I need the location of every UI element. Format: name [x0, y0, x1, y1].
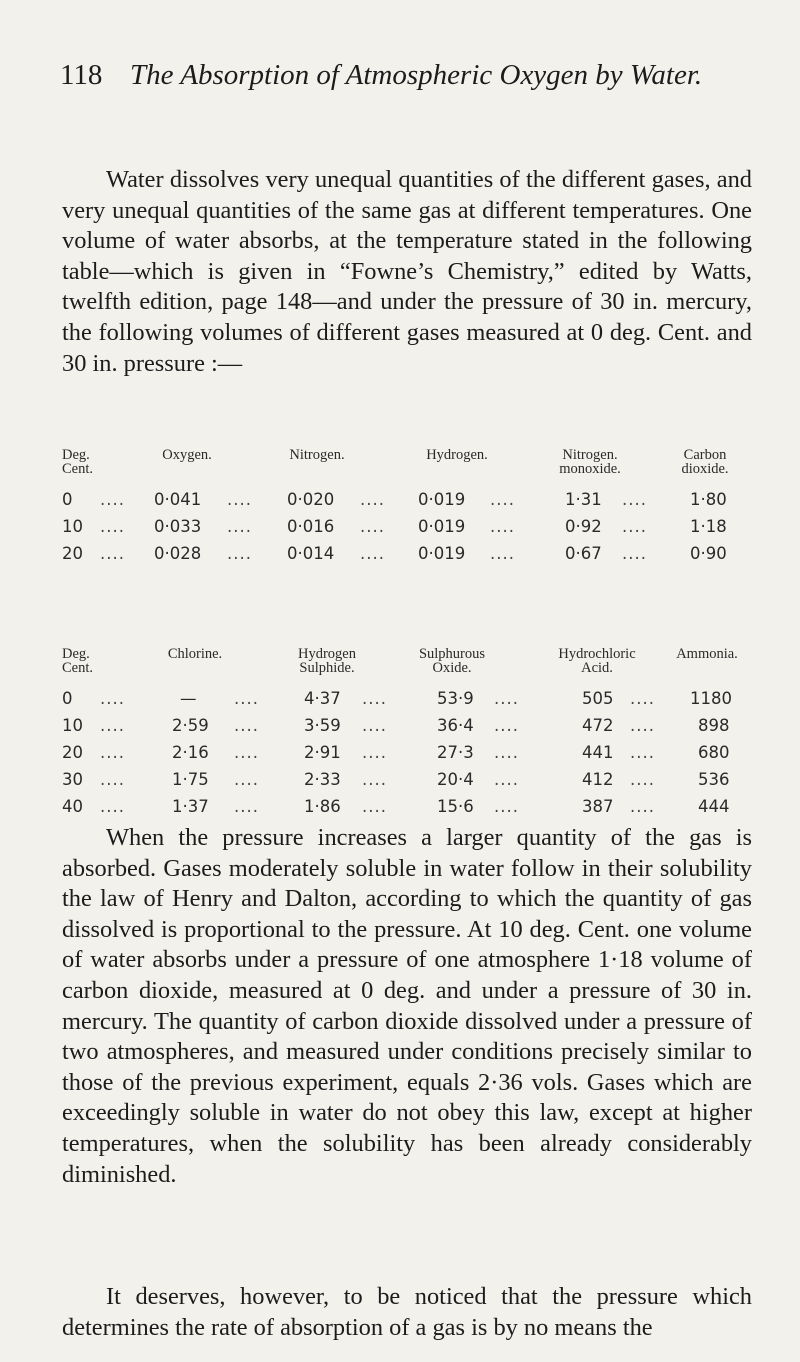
header-carbon-dioxide: Carbon dioxide.	[681, 447, 729, 477]
header-ammonia: Ammonia.	[676, 646, 738, 662]
table-row: 20 .... 2·16 .... 2·91 .... 27·3 .... 441 .... 680	[62, 743, 730, 762]
header-chlorine: Chlorine.	[167, 646, 223, 662]
page-number: 118	[60, 59, 103, 91]
header-hydrochloric-acid: Hydrochloric Acid.	[558, 646, 636, 676]
header-sulphurous-oxide: Sulphurous Oxide.	[418, 646, 486, 676]
solubility-table-1	[62, 448, 752, 571]
table-row: 10 .... 0·033 .... 0·016 .... 0·019 .... 0·92 .... 1·18	[62, 517, 727, 536]
table-row: 10 .... 2·59 .... 3·59 .... 36·4 .... 472 .... 898	[62, 716, 730, 735]
header-nitrogen: Nitrogen.	[289, 447, 345, 463]
header-deg-cent: Deg. Cent.	[62, 646, 94, 676]
solubility-table-2	[62, 647, 752, 824]
running-head	[60, 58, 750, 92]
table-row: 40 .... 1·37 .... 1·86 .... 15·6 .... 387 .... 444	[62, 797, 730, 816]
paragraph-henry-dalton: When the pressure increases a larger quantity of the gas is absorbed. Gases moderately soluble in water follow in their solubility the law of Henry and Dalton, according to which the quantity of gas dissolved is proportional to the pressure. At 10 deg. Cent. one volume of water absorbs under a pressure of one atmosphere 1·18 volume of carbon dioxide, measured at 0 deg. and under a pressure of 30 in. mercury. The quantity of carbon dioxide dissolved under a pressure of two atmospheres, and measured under conditions precisely similar to those of the previous experiment, equals 2·36 vols. Gases which are exceedingly soluble in water do not obey this law, except at higher temperatures, when the solubility has been already considerably diminished.	[62, 824, 752, 1188]
table-row: 20 .... 0·028 .... 0·014 .... 0·019 .... 0·67 .... 0·90	[62, 544, 727, 563]
table-header	[62, 647, 752, 689]
table-header	[62, 448, 752, 490]
header-hydrogen: Hydrogen.	[426, 447, 488, 463]
header-nitrogen-monoxide: Nitrogen. monoxide.	[559, 447, 621, 477]
table-row: 30 .... 1·75 .... 2·33 .... 20·4 .... 412 .... 536	[62, 770, 730, 789]
running-title: The Absorption of Atmospheric Oxygen by Water.	[130, 59, 703, 91]
table-row: 0 .... 0·041 .... 0·020 .... 0·019 .... 1·31 .... 1·80	[62, 490, 727, 509]
header-hydrogen-sulphide: Hydrogen Sulphide.	[298, 646, 356, 676]
table-row: 0 .... — .... 4·37 .... 53·9 .... 505 .... 1180	[62, 689, 732, 708]
paragraph-pressure: It deserves, however, to be noticed that the pressure which determines the rate of absorption of a gas is by no means the	[62, 1283, 752, 1341]
header-oxygen: Oxygen.	[162, 447, 212, 463]
paragraph-intro: Water dissolves very unequal quantities of the different gases, and very unequal quantities of the same gas at different temperatures. One volume of water absorbs, at the temperature stated in the following table—which is given in “Fowne’s Chemistry,” edited by Watts, twelfth edition, page 148—and under the pressure of 30 in. mercury, the following volumes of different gases measured at 0 deg. Cent. and 30 in. pressure :—	[62, 166, 752, 377]
header-deg-cent: Deg. Cent.	[62, 447, 94, 477]
